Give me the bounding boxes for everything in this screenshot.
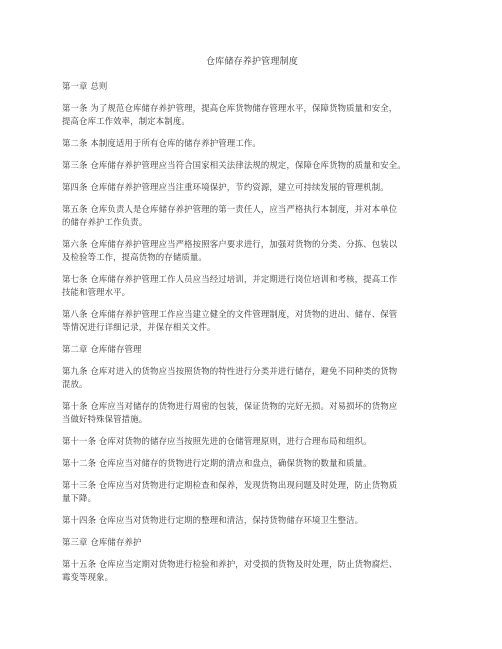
article-paragraph [62, 181, 442, 194]
text-line: 第十五条 仓库应当定期对货物进行检验和养护，对受损的货物及时处理，防止货物腐烂、 [62, 559, 398, 569]
chapter-heading [62, 80, 442, 93]
text-line: 第六条 仓库储存养护管理应当严格按照客户要求进行，加强对货物的分类、分拣、包装以 [62, 239, 398, 249]
article-paragraph [62, 479, 442, 505]
chapter-heading [62, 536, 442, 549]
text-line: 等情况进行详细记录，并保存相关文件。 [62, 322, 216, 332]
text-line: 的储存养护工作负责。 [62, 217, 148, 227]
text-line: 技能和管理水平。 [62, 287, 131, 297]
article-paragraph [62, 273, 442, 299]
article-paragraph [62, 102, 442, 128]
text-line: 第十三条 仓库应当对货物进行定期检查和保养，发现货物出现问题及时处理，防止货物质 [62, 480, 398, 490]
text-line: 第九条 仓库对进入的货物应当按照货物的特性进行分类并进行储存，避免不同种类的货物 [62, 366, 398, 376]
text-line: 第十一条 仓库对货物的储存应当按照先进的仓储管理原则，进行合理布局和组织。 [62, 436, 372, 446]
text-line: 第三条 仓库储存养护管理应当符合国家相关法律法规的规定，保障仓库货物的质量和安全。 [62, 160, 406, 170]
text-line: 第一章 总则 [62, 81, 108, 91]
text-line: 量下降。 [62, 493, 97, 503]
text-line: 霉变等现象。 [62, 572, 114, 582]
article-paragraph [62, 558, 442, 584]
article-paragraph [62, 400, 442, 426]
article-paragraph [62, 457, 442, 470]
text-line: 第三章 仓库储存养护 [62, 537, 142, 547]
article-paragraph [62, 435, 442, 448]
text-line: 当做好特殊保管措施。 [62, 414, 148, 424]
text-line: 提高仓库工作效率，制定本制度。 [62, 116, 190, 126]
document-page [62, 56, 442, 593]
document-title: 仓库储存养护管理制度 [205, 57, 298, 67]
text-line: 第十二条 仓库应当对储存的货物进行定期的清点和盘点，确保货物的数量和质量。 [62, 458, 372, 468]
article-paragraph [62, 365, 442, 391]
article-paragraph [62, 308, 442, 334]
text-line: 第十条 仓库应当对储存的货物进行周密的包装，保证货物的完好无损。对易损坏的货物应 [62, 401, 398, 411]
chapter-heading [62, 343, 442, 356]
article-paragraph [62, 137, 442, 150]
article-paragraph [62, 203, 442, 229]
text-line: 第十四条 仓库应当对货物进行定期的整理和清洁，保持货物储存环境卫生整洁。 [62, 515, 364, 525]
text-line: 第五条 仓库负责人是仓库储存养护管理的第一责任人，应当严格执行本制度，并对本单位 [62, 204, 398, 214]
article-paragraph [62, 159, 442, 172]
text-line: 第七条 仓库储存养护管理工作人员应当经过培训，并定期进行岗位培训和考核，提高工作 [62, 274, 398, 284]
text-line: 混放。 [62, 379, 88, 389]
text-line: 及检验等工作，提高货物的存储质量。 [62, 252, 207, 262]
text-line: 第二条 本制度适用于所有仓库的储存养护管理工作。 [62, 138, 261, 148]
text-line: 第二章 仓库储存管理 [62, 344, 142, 354]
article-paragraph [62, 238, 442, 264]
text-line: 第一条 为了规范仓库储存养护管理，提高仓库货物储存管理水平，保障货物质量和安全， [62, 103, 398, 113]
text-line: 第八条 仓库储存养护管理工作应当建立健全的文件管理制度，对货物的进出、储存、保管 [62, 309, 398, 319]
article-paragraph [62, 514, 442, 527]
text-line: 第四条 仓库储存养护管理应当注重环境保护，节约资源，建立可持续发展的管理机制。 [62, 182, 389, 192]
